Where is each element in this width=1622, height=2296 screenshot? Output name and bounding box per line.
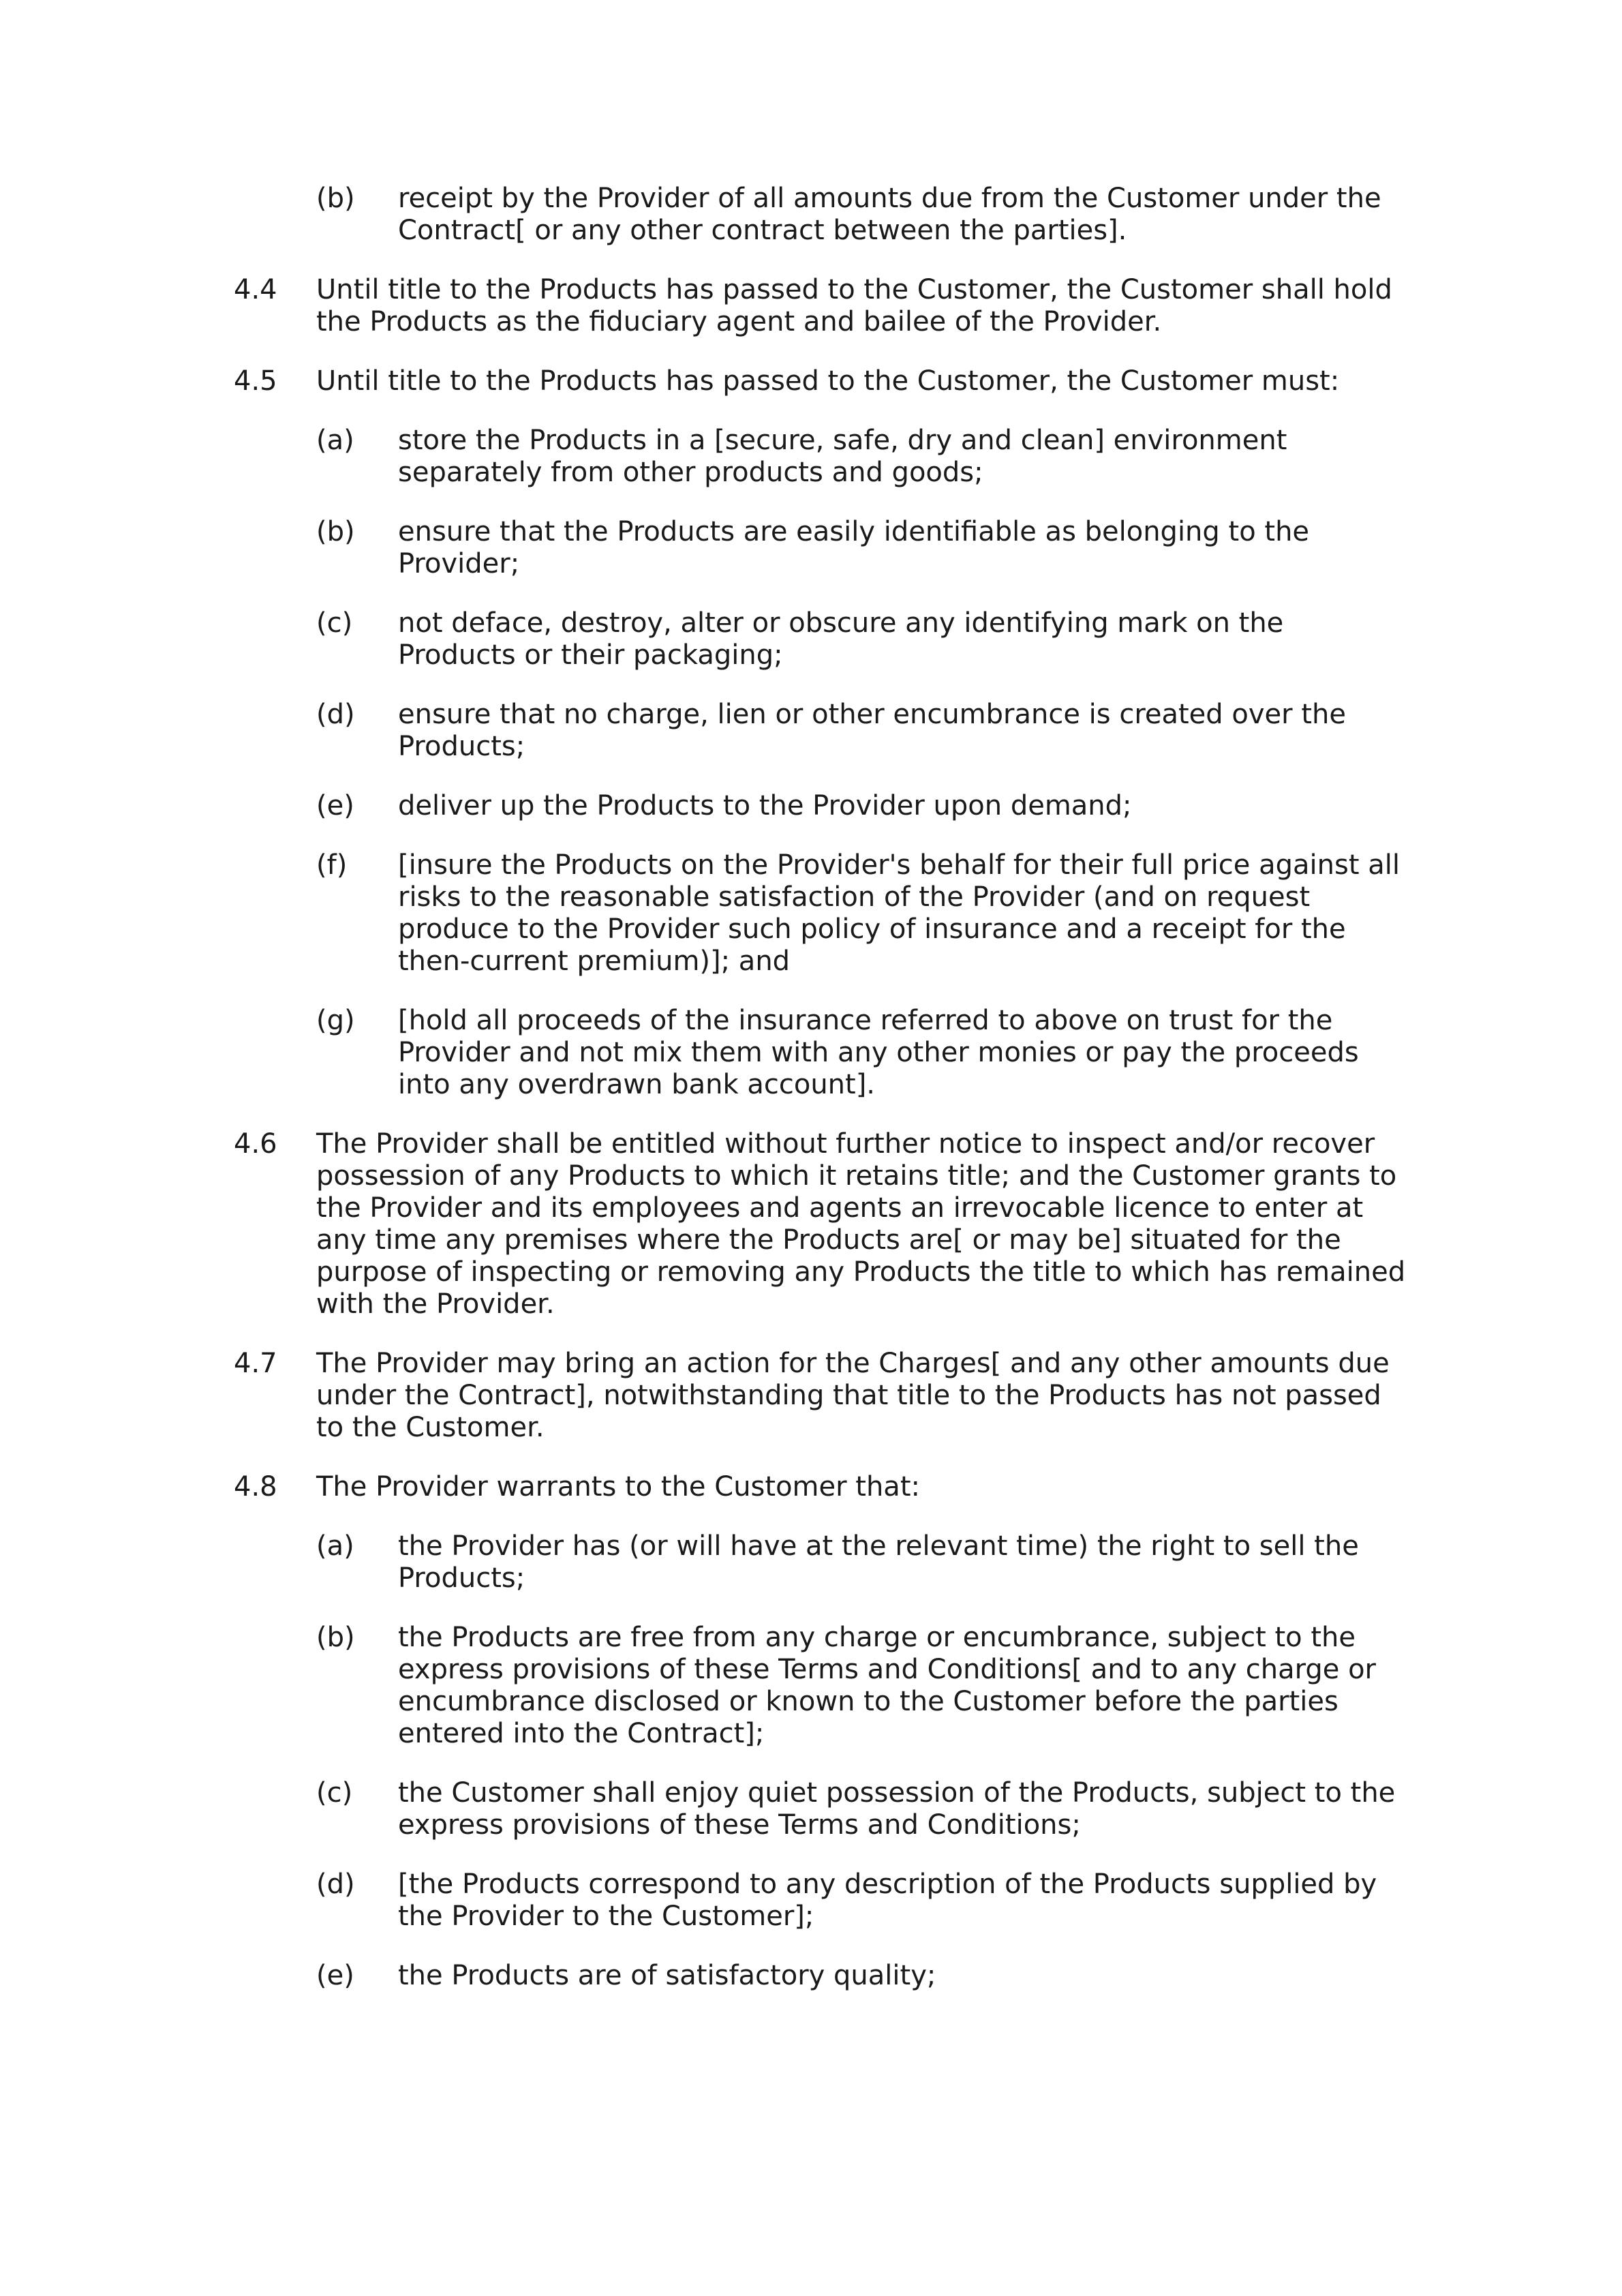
- clause-number: (b): [316, 1622, 355, 1653]
- clause-number: (a): [316, 1530, 354, 1562]
- clause-text: the Products are of satisfactory quality;: [398, 1960, 936, 1991]
- subclause-4-8-e: [0, 1960, 1622, 1992]
- clause-number: (e): [316, 1960, 354, 1991]
- clause-4-4: [0, 274, 1622, 338]
- clause-number: (c): [316, 607, 353, 639]
- clause-number: (b): [316, 183, 355, 214]
- clause-text: ensure that no charge, lien or other encumbrance is created over the Products;: [398, 699, 1346, 762]
- clause-number: (e): [316, 790, 354, 821]
- clause-number: 4.5: [234, 365, 277, 397]
- clause-text: The Provider warrants to the Customer that:: [316, 1471, 920, 1502]
- clause-text: the Products are free from any charge or encumbrance, subject to the express provisions of these Terms and Conditions[ and to any charge or encumbrance disclosed or known to the Customer before the parties entered into the Contract];: [398, 1622, 1376, 1749]
- clause-number: 4.6: [234, 1128, 277, 1160]
- clause-number: (b): [316, 516, 355, 547]
- clause-number: (c): [316, 1777, 353, 1809]
- clause-4-6: [0, 1128, 1622, 1320]
- clause-text: receipt by the Provider of all amounts due from the Customer under the Contract[ or any other contract between the parties].: [398, 183, 1381, 246]
- clause-text: Until title to the Products has passed to the Customer, the Customer shall hold the Products as the fiduciary agent and bailee of the Provider.: [316, 274, 1392, 337]
- clause-text: The Provider shall be entitled without further notice to inspect and/or recover possession of any Products to which it retains title; and the Customer grants to the Provider and its employees and agents an irrevocable licence to enter at any time any premises where the Products are[ or may be] situated for the purpose of inspecting or removing any Products the title to which has remained with the Provider.: [316, 1128, 1406, 1320]
- clause-4-5: [0, 365, 1622, 397]
- subclause-4-8-d: [0, 1869, 1622, 1933]
- subclause-4-5-d: [0, 699, 1622, 763]
- clause-number: (f): [316, 849, 348, 881]
- clause-text: [insure the Products on the Provider's behalf for their full price against all risks to the reasonable satisfaction of the Provider (and on request produce to the Provider such policy of insurance and a receipt for the then-current premium)]; and: [398, 849, 1400, 977]
- clause-number: 4.8: [234, 1471, 277, 1502]
- subclause-4-5-f: [0, 849, 1622, 978]
- clause-text: not deface, destroy, alter or obscure any identifying mark on the Products or their packaging;: [398, 607, 1284, 671]
- subclause-4-8-b: [0, 1622, 1622, 1750]
- clause-text: Until title to the Products has passed to the Customer, the Customer must:: [316, 365, 1340, 397]
- subclause-4-5-a: [0, 425, 1622, 489]
- subclause-4-5-g: [0, 1005, 1622, 1101]
- clause-text: deliver up the Products to the Provider upon demand;: [398, 790, 1132, 821]
- clause-text: the Provider has (or will have at the relevant time) the right to sell the Products;: [398, 1530, 1359, 1594]
- clause-text: store the Products in a [secure, safe, dry and clean] environment separately from other products and goods;: [398, 425, 1287, 488]
- clause-text: [hold all proceeds of the insurance referred to above on trust for the Provider and not mix them with any other monies or pay the proceeds into any overdrawn bank account].: [398, 1005, 1359, 1100]
- clause-text: The Provider may bring an action for the Charges[ and any other amounts due under the Contract], notwithstanding that title to the Products has not passed to the Customer.: [316, 1348, 1390, 1443]
- subclause-4-5-c: [0, 607, 1622, 671]
- clause-number: 4.4: [234, 274, 277, 305]
- clause-number: (a): [316, 425, 354, 456]
- clause-number: (g): [316, 1005, 355, 1036]
- document-body: [0, 183, 1622, 2019]
- clause-4-8: [0, 1471, 1622, 1503]
- subclause-4-5-e: [0, 790, 1622, 822]
- subclause-4-8-c: [0, 1777, 1622, 1841]
- subclause-4-8-a: [0, 1530, 1622, 1595]
- clause-number: 4.7: [234, 1348, 277, 1379]
- subclause-4-3-b: [0, 183, 1622, 247]
- clause-text: ensure that the Products are easily identifiable as belonging to the Provider;: [398, 516, 1310, 579]
- clause-number: (d): [316, 699, 355, 730]
- clause-number: (d): [316, 1869, 355, 1900]
- clause-4-7: [0, 1348, 1622, 1444]
- subclause-4-5-b: [0, 516, 1622, 580]
- clause-text: the Customer shall enjoy quiet possession of the Products, subject to the express provisions of these Terms and Conditions;: [398, 1777, 1396, 1841]
- clause-text: [the Products correspond to any description of the Products supplied by the Provider to the Customer];: [398, 1869, 1377, 1932]
